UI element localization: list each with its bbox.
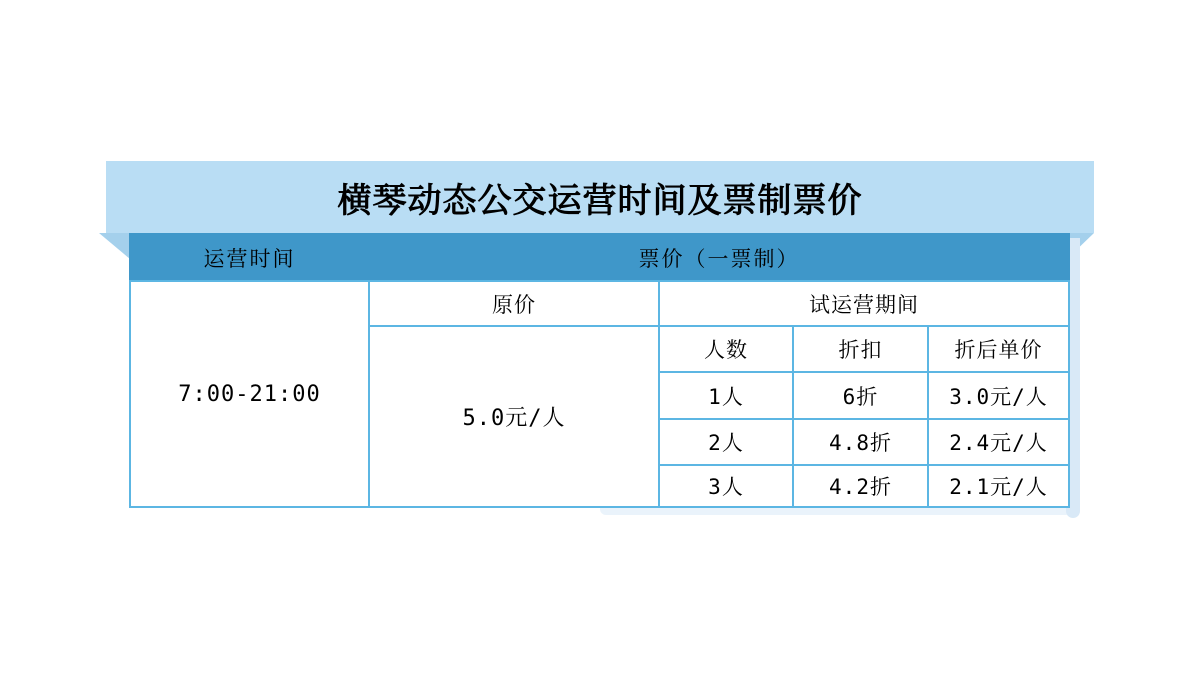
cell-unit-price: 2.1元/人 [928,465,1069,507]
cell-trial-period-label: 试运营期间 [659,281,1069,326]
table-header-row [130,234,1069,281]
fare-table [129,233,1070,508]
cell-operation-time-value: 7:00-21:00 [130,281,369,507]
price-group-row [130,281,1069,326]
cell-unit-price: 3.0元/人 [928,372,1069,419]
cell-unit-price: 2.4元/人 [928,419,1069,465]
cell-discount: 6折 [793,372,928,419]
cell-people: 2人 [659,419,793,465]
header-operation-time: 运营时间 [130,234,369,281]
cell-original-price-label: 原价 [369,281,659,326]
subheader-discount: 折扣 [793,326,928,372]
subheader-people: 人数 [659,326,793,372]
cell-discount: 4.2折 [793,465,928,507]
cell-discount: 4.8折 [793,419,928,465]
subheader-unit-price: 折后单价 [928,326,1069,372]
cell-people: 3人 [659,465,793,507]
title-banner [106,161,1094,233]
page-title: 横琴动态公交运营时间及票制票价 [337,180,863,221]
header-fare: 票价（一票制） [369,234,1069,281]
cell-people: 1人 [659,372,793,419]
table-shadow-bottom [600,508,1072,515]
banner-fold-left-icon [99,233,130,259]
cell-original-price-value: 5.0元/人 [369,326,659,507]
